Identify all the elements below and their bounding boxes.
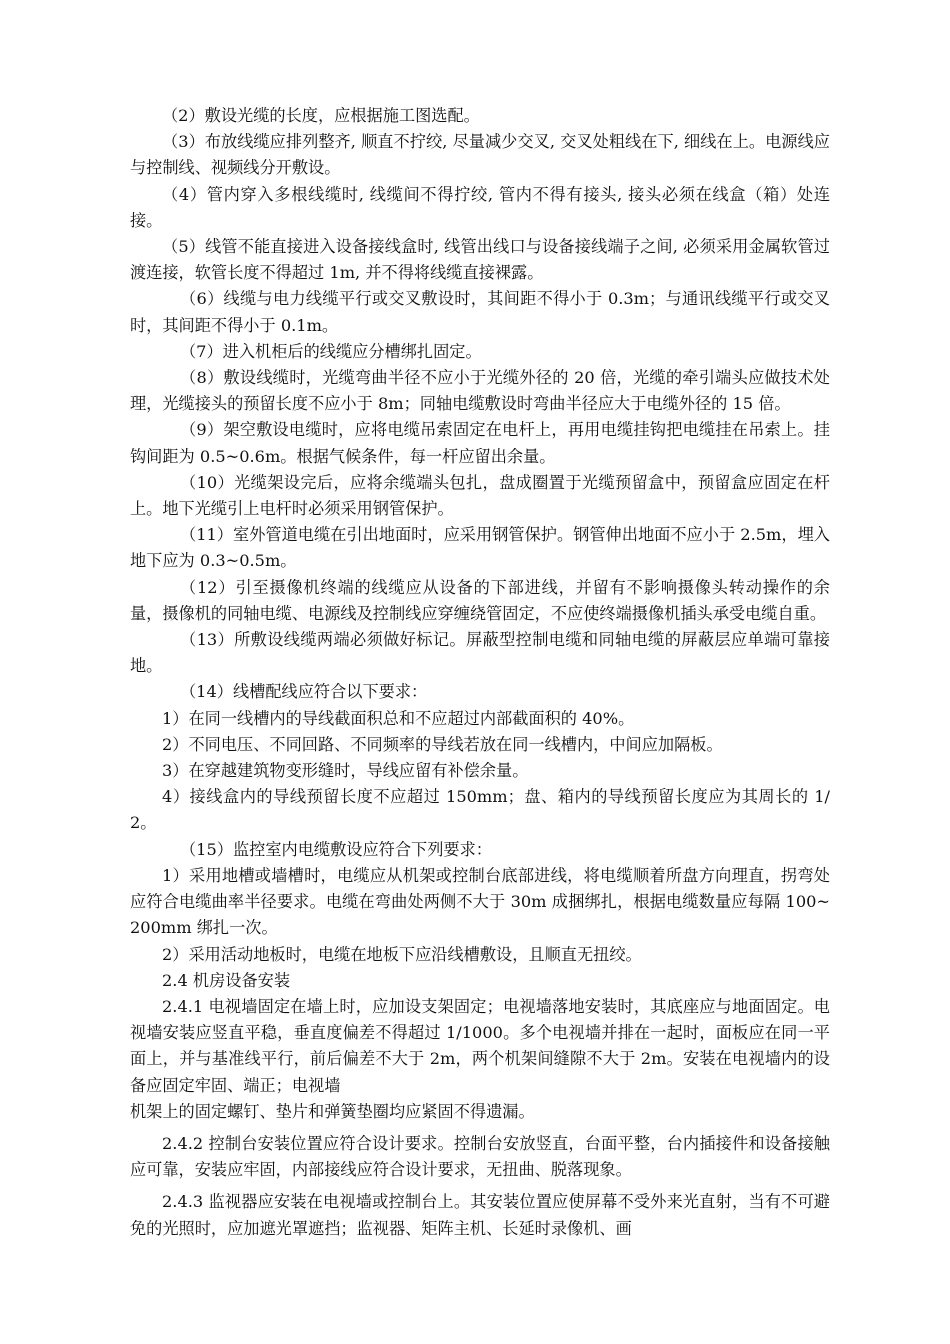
paragraph: 2.4.1 电视墙固定在墙上时，应加设支架固定；电视墙落地安装时，其底座应与地面固定。电视墙安装应竖直平稳，垂直度偏差不得超过 1/1000。多个电视墙并排在一起时，面板应在同一平面上，并与基准线平行，前后偏差不大于 2m，两个机架间缝隙不大于 2m。安装在电视墙内的设备应固定牢固、端正；电视墙: [130, 996, 830, 1095]
paragraph: 2.4.3 监视器应安装在电视墙或控制台上。其安装位置应使屏幕不受外来光直射，当有不可避免的光照时，应加遮光罩遮挡；监视器、矩阵主机、长延时录像机、画: [130, 1192, 830, 1238]
list-item: 1）采用地槽或墙槽时，电缆应从机架或控制台底部进线，将电缆顺着所盘方向理直，拐弯处应符合电缆曲率半径要求。电缆在弯曲处两侧不大于 30m 成捆绑扎，根据电缆数量应每隔 100~200mm 绑扎一次。: [130, 865, 830, 938]
paragraph: （15）监控室内电缆敷设应符合下列要求：: [180, 839, 492, 859]
paragraph: （3）布放线缆应排列整齐, 顺直不拧绞, 尽量减少交叉, 交叉处粗线在下, 细线在上。电源线应与控制线、视频线分开敷设。: [130, 132, 830, 178]
paragraph: （5）线管不能直接进入设备接线盒时, 线管出线口与设备接线端子之间, 必须采用金属软管过渡连接，软管长度不得超过 1m, 并不得将线缆直接裸露。: [130, 237, 830, 283]
paragraph: 机架上的固定螺钉、垫片和弹簧垫圈均应紧固不得遗漏。: [130, 1101, 535, 1121]
paragraph: （12）引至摄像机终端的线缆应从设备的下部进线，并留有不影响摄像头转动操作的余量，摄像机的同轴电缆、电源线及控制线应穿缠绕管固定，不应使终端摄像机插头承受电缆自重。: [130, 577, 830, 623]
paragraph: 2.4.2 控制台安装位置应符合设计要求。控制台安放竖直，台面平整，台内插接件和设备接触应可靠，安装应牢固，内部接线应符合设计要求，无扭曲、脱落现象。: [130, 1133, 830, 1180]
list-item: 2）不同电压、不同回路、不同频率的导线若放在同一线槽内，中间应加隔板。: [162, 734, 723, 754]
paragraph: （7）进入机柜后的线缆应分槽绑扎固定。: [180, 341, 482, 361]
list-item: 1）在同一线槽内的导线截面积总和不应超过内部截面积的 40%。: [162, 708, 635, 728]
section-heading: 2.4 机房设备安装: [162, 970, 291, 990]
list-item: 3）在穿越建筑物变形缝时，导线应留有补偿余量。: [162, 761, 529, 781]
paragraph: （9）架空敷设电缆时，应将电缆吊索固定在电杆上，再用电缆挂钩把电缆挂在吊索上。挂钩间距为 0.5~0.6m。根据气候条件，每一杆应留出余量。: [130, 420, 830, 466]
paragraph: （10）光缆架设完后，应将余缆端头包扎，盘成圈置于光缆预留盒中，预留盒应固定在杆上。地下光缆引上电杆时必须采用钢管保护。: [130, 472, 830, 519]
list-item: 2）采用活动地板时，电缆在地板下应沿线槽敷设，且顺直无扭绞。: [162, 944, 642, 964]
paragraph: （14）线槽配线应符合以下要求：: [180, 682, 428, 702]
paragraph: （8）敷设线缆时，光缆弯曲半径不应小于光缆外径的 20 倍，光缆的牵引端头应做技术处理，光缆接头的预留长度不应小于 8m；同轴电缆敷设时弯曲半径应大于电缆外径的 15 倍。: [130, 368, 830, 414]
paragraph: （11）室外管道电缆在引出地面时，应采用钢管保护。钢管伸出地面不应小于 2.5m，埋入地下应为 0.3~0.5m。: [130, 525, 830, 571]
document-page: [130, 103, 830, 1242]
paragraph: （6）线缆与电力线缆平行或交叉敷设时，其间距不得小于 0.3m；与通讯线缆平行或交叉时，其间距不得小于 0.1m。: [130, 289, 830, 335]
paragraph: （13）所敷设线缆两端必须做好标记。屏蔽型控制电缆和同轴电缆的屏蔽层应单端可靠接地。: [130, 630, 830, 676]
list-item: 4）接线盒内的导线预留长度不应超过 150mm；盘、箱内的导线预留长度应为其周长的 1/2。: [130, 787, 830, 833]
paragraph: （4）管内穿入多根线缆时, 线缆间不得拧绞, 管内不得有接头, 接头必须在线盒（箱）处连接。: [130, 184, 830, 230]
paragraph: （2）敷设光缆的长度，应根据施工图选配。: [162, 106, 480, 125]
